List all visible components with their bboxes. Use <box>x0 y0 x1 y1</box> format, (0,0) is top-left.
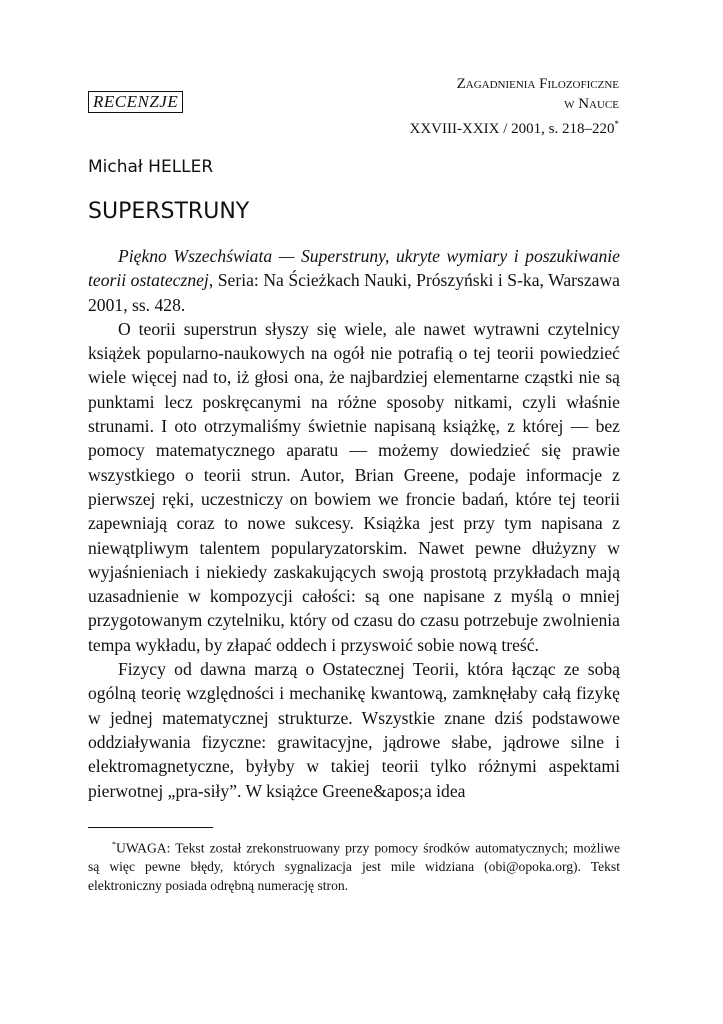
article-title: SUPERSTRUNY <box>88 199 250 224</box>
footnote-rule <box>88 827 213 828</box>
issue-range: XXVIII-XXIX / 2001, s. 218–220 <box>409 121 615 137</box>
issue-footnote-marker: * <box>614 119 619 129</box>
author-name: Michał HELLER <box>88 157 214 177</box>
section-label: RECENZJE <box>88 91 183 113</box>
journal-name-line2: w Nauce <box>564 96 619 112</box>
book-details: , Seria: Na Ścieżkach Nauki, Prószyński i S-ka, Warszawa 2001, ss. 428. <box>88 270 620 315</box>
footnote-marker: * <box>112 840 116 849</box>
journal-name-line1: Zagadnienia Filozoficzne <box>456 76 619 92</box>
footnote <box>88 836 620 895</box>
book-title: Piękno Wszechświata — Superstruny, ukryte wymiary i poszukiwanie teorii ostatecznej <box>88 246 620 291</box>
issue-info <box>410 114 619 139</box>
article-body <box>88 244 620 803</box>
journal-header <box>410 74 619 139</box>
footnote-text: UWAGA: Tekst został zrekonstruowany przy pomocy środków automatycznych; możliwe są więc pewne błędy, których sygnalizacja jest mile widziana (obi@opoka.org). Tekst elektroniczny posiada odrębną numerację stron. <box>88 840 620 893</box>
paragraph: O teorii superstrun słyszy się wiele, ale nawet wytrawni czytelnicy książek popularno-naukowych na ogół nie potrafią o tej teorii powiedzieć wiele więcej nad to, iż głosi ona, że najbardziej elementarne cząstki nie są punktami lecz poskręcanymi na różne sposoby nitkami, czyli właśnie strunami. I oto otrzymaliśmy świetnie napisaną książkę, z której — bez pomocy matematycznego aparatu — możemy dowiedzieć się prawie wszystkiego o teorii strun. Autor, Brian Greene, podaje informacje z pierwszej ręki, uczestniczy on bowiem we froncie badań, które tej teorii zapewniają coraz to nowe sukcesy. Książka jest przy tym napisana z niewątpliwym talentem popularyzatorskim. Nawet pewne dłużyzny w wyjaśnieniach i niekiedy zaskakujących swoją prostotą przykładach mają uzasadnienie w kompozycji całości: są one napisane z myślą o mniej przygotowanym czytelniku, który od czasu do czasu potrzebuje zwolnienia tempa wykładu, by złapać oddech i przyswoić sobie nową treść. <box>88 318 620 655</box>
paragraph-citation <box>88 244 620 317</box>
paragraph: Fizycy od dawna marzą o Ostatecznej Teorii, która łącząc ze sobą ogólną teorię względności i mechanikę kwantową, zamknęłaby całą fizykę w jednej matematycznej strukturze. Wszystkie znane dziś podstawowe oddziaływania fizyczne: grawitacyjne, jądrowe słabe, jądrowe silne i elektromagnetyczne, byłyby w takiej teorii tylko różnymi aspektami pierwotnej „pra-siły”. W książce Greene&apos;a idea <box>88 659 620 801</box>
